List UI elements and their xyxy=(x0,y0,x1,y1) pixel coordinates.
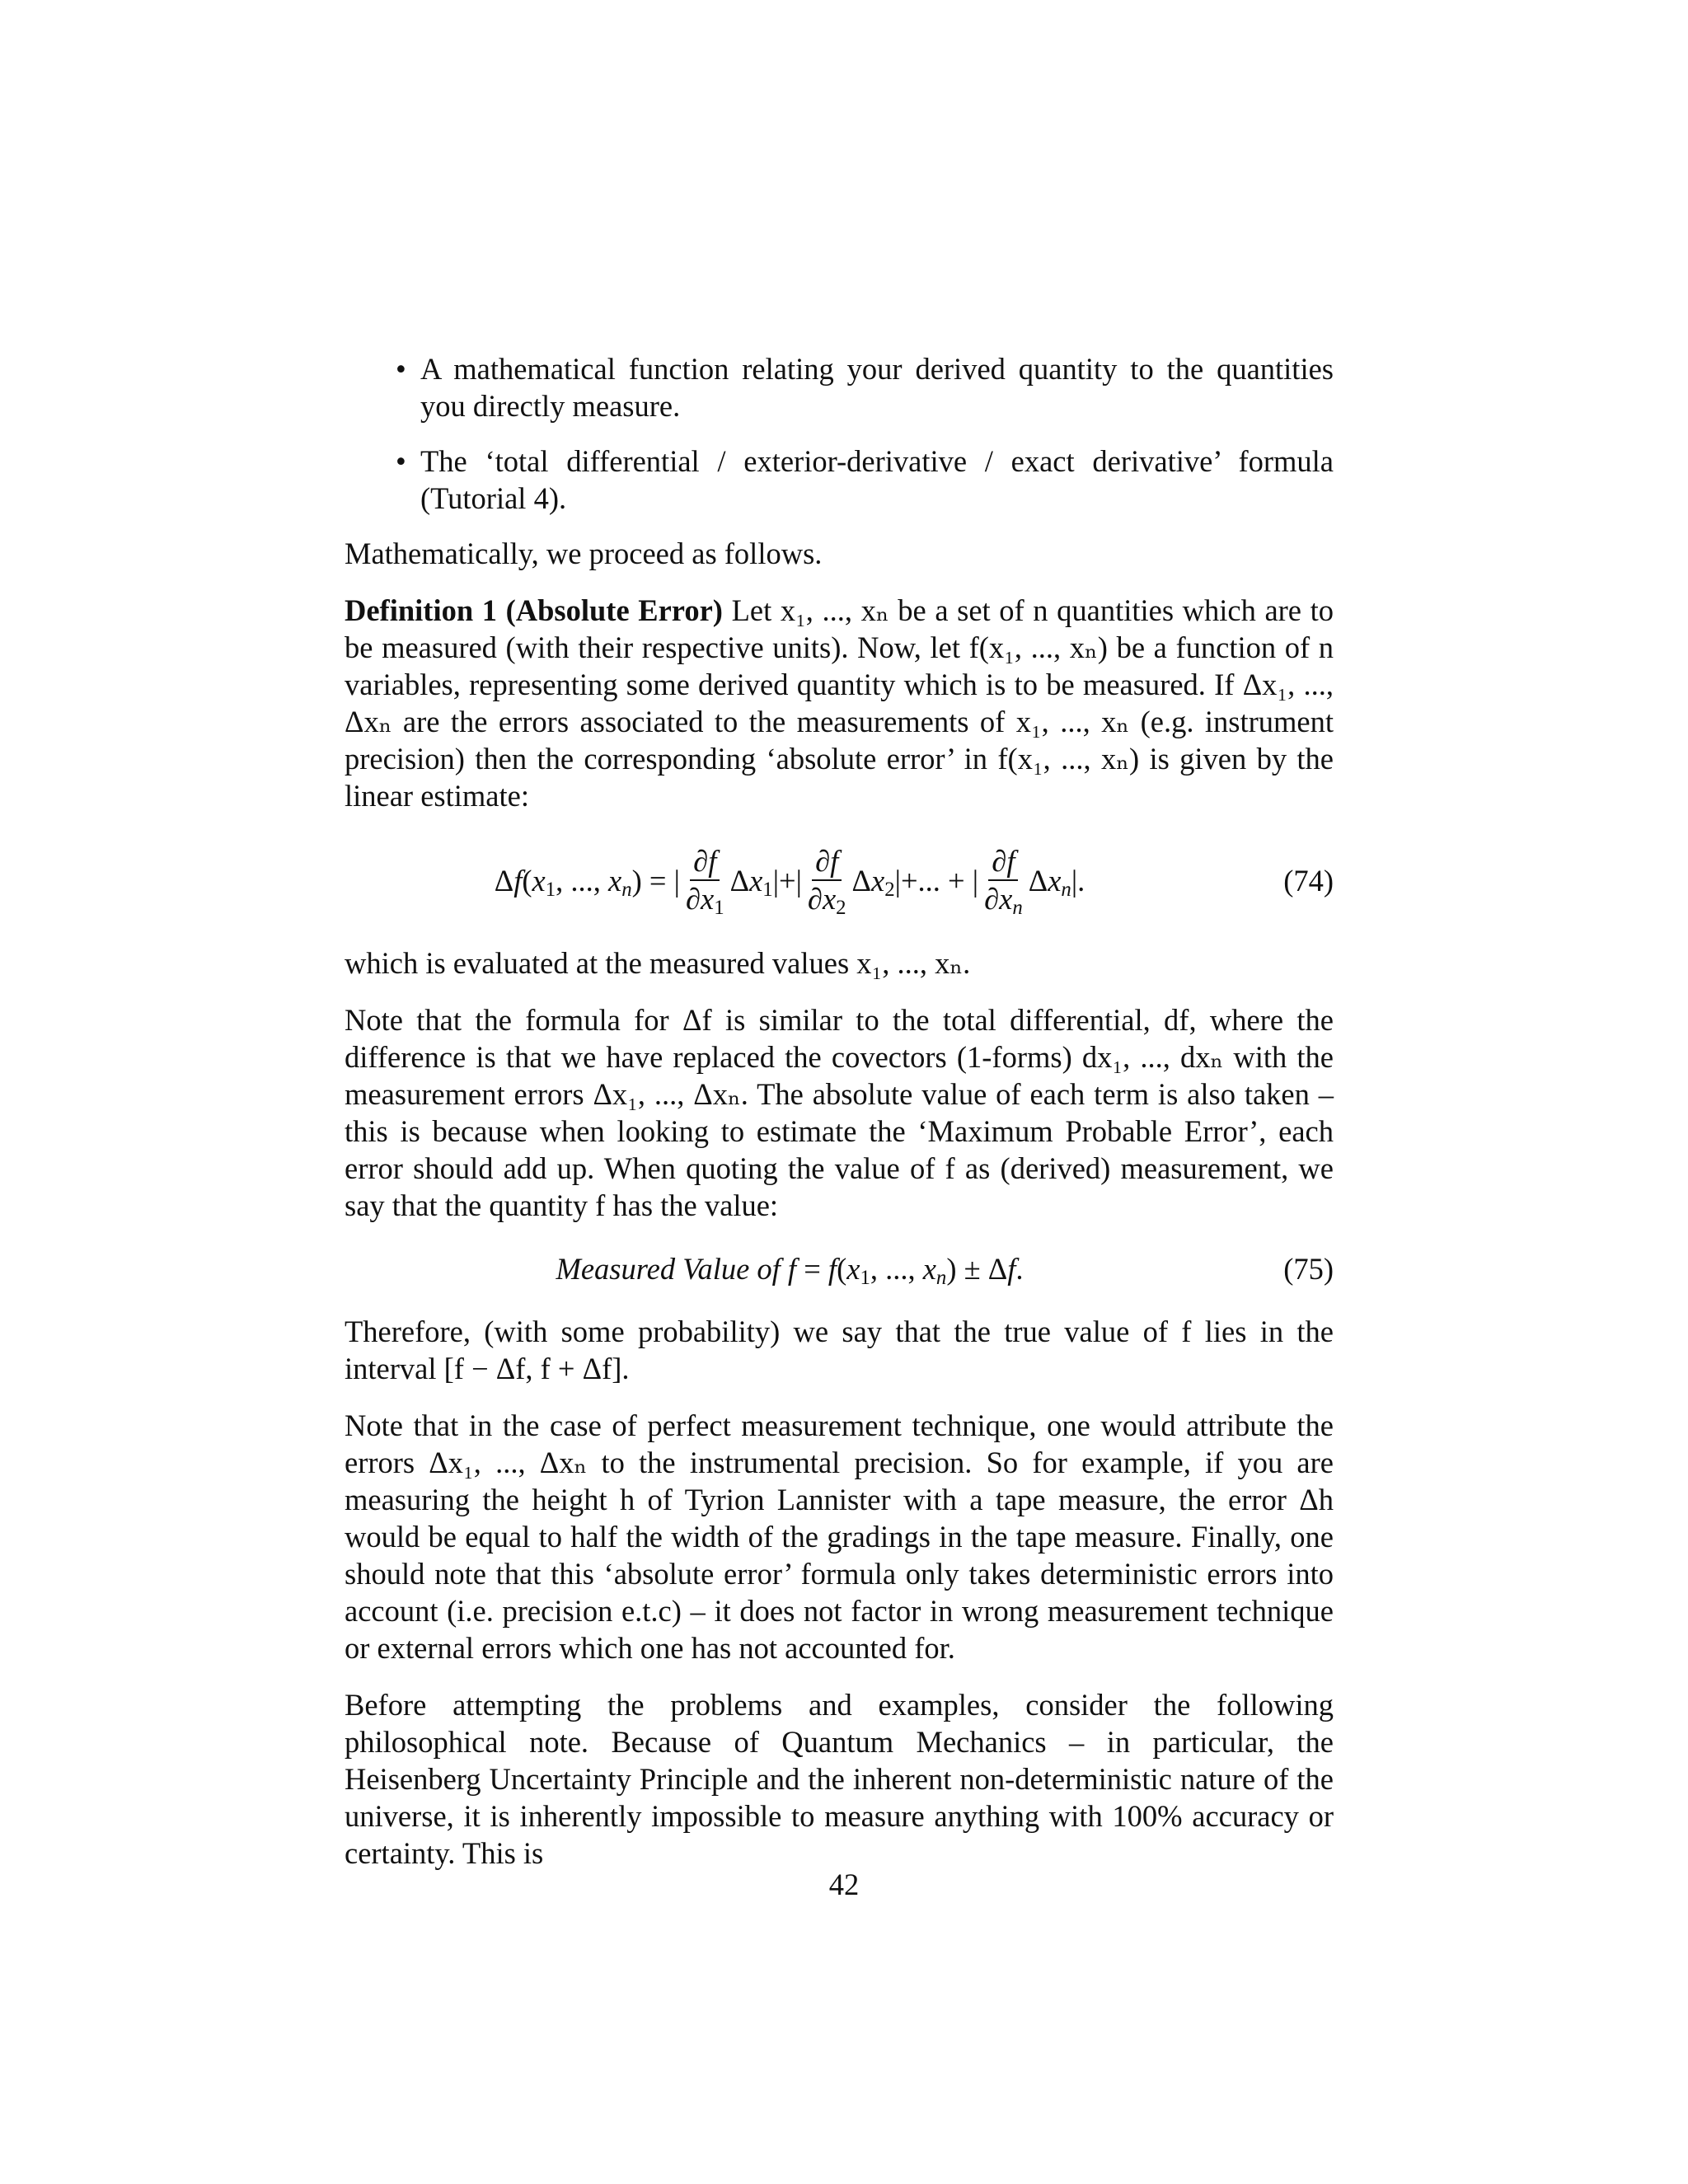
paragraph-evaluated: which is evaluated at the measured values x₁, ..., xₙ. xyxy=(345,946,971,980)
paragraph-note-formula: Note that the formula for Δf is similar to the total differential, df, where the difference is that we have replaced the covectors (1-forms) dx₁, ..., dxₙ with the measurement errors Δx₁, ..., Δxₙ. The absolute value of each term is also taken – this is because when looking to estimate the ‘Maximum Probable Error’, each error should add up. When quoting the value of f as (derived) measurement, we say that the quantity f has the value: xyxy=(345,1003,1334,1222)
equation-75-body: Measured Value of $f = f(x_1$, ..., $x_n) \pm \Delta f$. xyxy=(556,1251,1024,1289)
equation-74 xyxy=(345,834,1334,926)
equation-75 xyxy=(345,1244,1334,1293)
fraction-df-dx1: $\frac{\partial f}{\partial x_1}$ xyxy=(685,844,724,920)
equation-number: (75) xyxy=(1283,1251,1334,1286)
paragraph-proceed: Mathematically, we proceed as follows. xyxy=(345,537,823,570)
definition-label: Definition 1 (Absolute Error) xyxy=(345,593,723,627)
definition-block xyxy=(345,592,1334,814)
fraction-df-dxn: $\frac{\partial f}{\partial x_n}$ xyxy=(984,844,1023,920)
equation-75-label: Measured Value of xyxy=(556,1251,781,1286)
bullet-dot-icon: • xyxy=(396,352,406,386)
bullet-list xyxy=(345,350,1334,517)
page-number: 42 xyxy=(828,1868,860,1901)
paragraph-philosophical-note: Before attempting the problems and examples, consider the following philosophical note. Because of Quantum Mechanics – in particular, the Heisenberg Uncertainty Principle and the inherent non-deterministic nature of the universe, it is inherently impossible to measure anything with 100% accuracy or certainty. This is xyxy=(345,1688,1334,1870)
bullet-text: The ‘total differential / exterior-derivative / exact derivative’ formula (Tutorial 4). xyxy=(420,444,1334,515)
bullet-item xyxy=(345,350,1334,424)
bullet-item xyxy=(345,443,1334,517)
equation-number: (74) xyxy=(1283,863,1334,898)
fraction-df-dx2: $\frac{\partial f}{\partial x_2}$ xyxy=(807,844,846,920)
bullet-text: A mathematical function relating your derived quantity to the quantities you directly measure. xyxy=(420,352,1334,423)
equation-74-body: $\Delta f(x_1$, ..., $x_n$) = | $\frac{\partial f}{\partial x_1}$ $\Delta x_1|+|$ $\frac{\partial f}{\partial x_2}$ $\Delta x_2|+$... + | $\frac{\partial f}{\partial x_n}$ $\Delta x_n|$. xyxy=(494,844,1085,920)
page-body xyxy=(345,350,1334,1891)
paragraph-perfect-measurement: Note that in the case of perfect measurement technique, one would attribute the errors Δx₁, ..., Δxₙ to the instrumental precision. So for example, if you are measuring the height h of Tyrion Lannister with a tape measure, the error Δh would be equal to half the width of the gradings in the tape measure. Finally, one should note that this ‘absolute error’ formula only takes deterministic errors into account (i.e. precision e.t.c) – it does not factor in wrong measurement technique or external errors which one has not accounted for. xyxy=(345,1408,1334,1665)
bullet-dot-icon: • xyxy=(396,444,406,478)
paragraph-therefore: Therefore, (with some probability) we say that the true value of f lies in the interval [f − Δf, f + Δf]. xyxy=(345,1315,1334,1385)
definition-text: Let x₁, ..., xₙ be a set of n quantities which are to be measured (with their respective units). Now, let f(x₁, ..., xₙ) be a function of n variables, representing some derived quantity which is to be measured. If Δx₁, ..., Δxₙ are the errors associated to the measurements of x₁, ..., xₙ (e.g. instrument precision) then the corresponding ‘absolute error’ in f(x₁, ..., xₙ) is given by the linear estimate: xyxy=(345,593,1334,813)
